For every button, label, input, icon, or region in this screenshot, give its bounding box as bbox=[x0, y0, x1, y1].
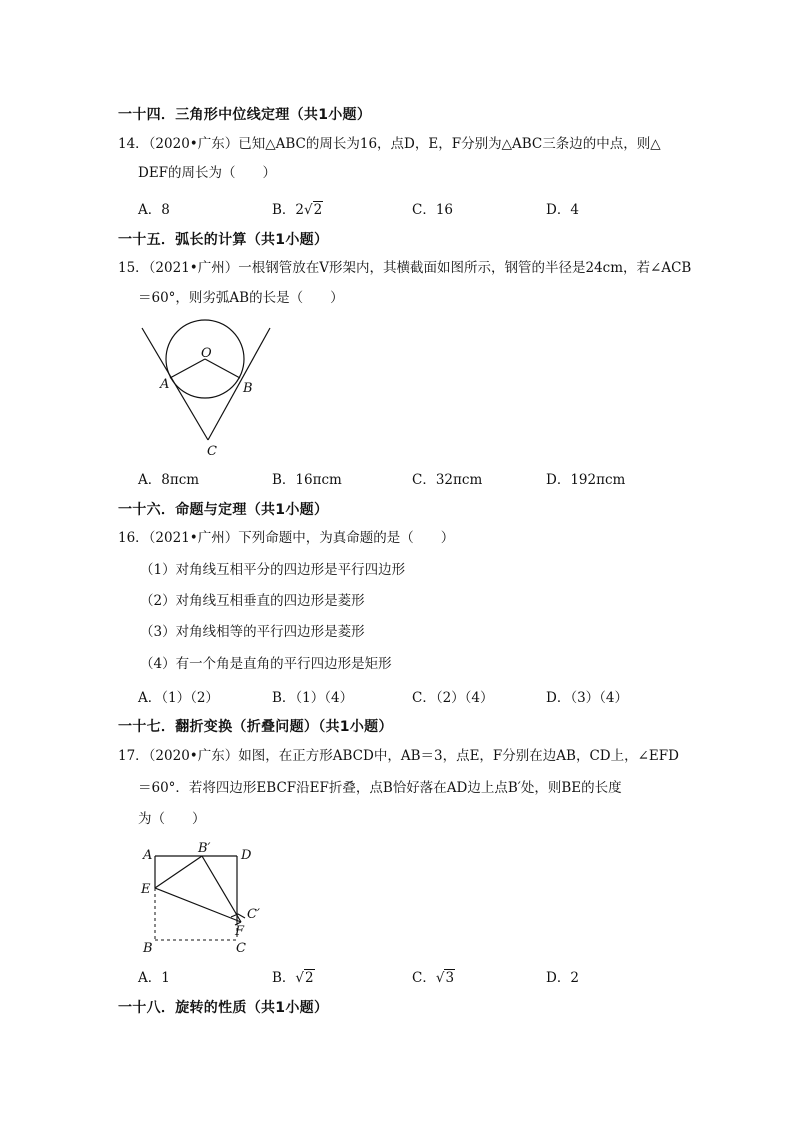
frame-right-line bbox=[208, 328, 270, 440]
q14-option-b: B．2√2 bbox=[272, 202, 323, 218]
q15-option-a: A．8πcm bbox=[138, 472, 200, 488]
q17-option-c: C．√3 bbox=[412, 970, 455, 986]
q14-option-a: A．8 bbox=[138, 202, 170, 218]
section-heading-14: 一十四．三角形中位线定理（共1小题） bbox=[118, 107, 372, 123]
question-15-line-2: ＝60°，则劣弧AB的长是（ ） bbox=[138, 290, 344, 306]
label-b: B bbox=[243, 381, 253, 396]
label-d: D bbox=[241, 848, 252, 863]
label-a: A bbox=[143, 848, 153, 863]
q17-option-d: D．2 bbox=[546, 970, 579, 986]
label-c: C bbox=[236, 941, 246, 956]
question-16-line-1: 16．（2021•广州）下列命题中，为真命题的是（ ） bbox=[118, 530, 455, 546]
label-f: F bbox=[235, 924, 245, 939]
q15-option-b: B．16πcm bbox=[272, 472, 342, 488]
question-17-line-3: 为（ ） bbox=[138, 811, 206, 827]
q16-option-c: C．（2）（4） bbox=[412, 690, 494, 706]
label-o: O bbox=[201, 346, 212, 361]
fold-eb-prime bbox=[155, 856, 202, 888]
q16-statement-2: （2）对角线互相垂直的四边形是菱形 bbox=[140, 593, 365, 609]
q15-option-d: D．192πcm bbox=[546, 472, 626, 488]
fold-line-ef bbox=[155, 888, 241, 922]
square-fold-figure bbox=[135, 838, 275, 960]
q16-statement-3: （3）对角线相等的平行四边形是菱形 bbox=[140, 624, 365, 640]
q16-option-d: D．（3）（4） bbox=[546, 690, 629, 706]
section-heading-15: 一十五．弧长的计算（共1小题） bbox=[118, 232, 329, 248]
radius-ob bbox=[205, 359, 240, 378]
sqrt-symbol: √2 bbox=[304, 202, 323, 218]
q16-option-b: B．（1）（4） bbox=[272, 690, 354, 706]
frame-left-line bbox=[142, 328, 208, 440]
q16-statement-4: （4）有一个角是直角的平行四边形是矩形 bbox=[140, 656, 392, 672]
v-frame-circle-figure bbox=[130, 312, 290, 462]
section-heading-18: 一十八．旋转的性质（共1小题） bbox=[118, 1000, 329, 1016]
question-17-line-1: 17．（2020•广东）如图，在正方形ABCD中，AB＝3，点E，F分别在边AB，CD上，∠EFD bbox=[118, 748, 679, 764]
q15-option-c: C．32πcm bbox=[412, 472, 483, 488]
question-15-line-1: 15．（2021•广州）一根钢管放在V形架内，其横截面如图所示，钢管的半径是24cm，若∠ACB bbox=[118, 260, 692, 276]
q14-option-d: D．4 bbox=[546, 202, 579, 218]
question-17-line-2: ＝60°．若将四边形EBCF沿EF折叠，点B恰好落在AD边上点B′处，则BE的长度 bbox=[138, 780, 622, 796]
section-heading-17: 一十七．翻折变换（折叠问题）（共1小题） bbox=[118, 719, 393, 735]
q14-option-c: C．16 bbox=[412, 202, 454, 218]
label-a: A bbox=[160, 377, 170, 392]
radius-oa bbox=[170, 359, 205, 378]
question-14-line-2: DEF的周长为（ ） bbox=[138, 165, 277, 181]
q17-option-a: A．1 bbox=[138, 970, 170, 986]
sqrt-symbol: √2 bbox=[295, 970, 314, 986]
fold-b-prime-c-prime bbox=[202, 856, 241, 922]
section-heading-16: 一十六．命题与定理（共1小题） bbox=[118, 502, 329, 518]
question-14-line-1: 14．（2020•广东）已知△ABC的周长为16，点D，E，F分别为△ABC三条边的中点，则△ bbox=[118, 136, 661, 152]
label-c: C bbox=[207, 444, 217, 459]
sqrt-symbol: √3 bbox=[435, 970, 455, 986]
q17-option-b: B．√2 bbox=[272, 970, 314, 986]
label-b-prime: B′ bbox=[198, 841, 211, 856]
label-c-prime: C′ bbox=[247, 907, 260, 922]
q16-statement-1: （1）对角线互相平分的四边形是平行四边形 bbox=[140, 562, 406, 578]
q16-option-a: A．（1）（2） bbox=[138, 690, 219, 706]
label-b: B bbox=[143, 941, 153, 956]
label-e: E bbox=[141, 882, 151, 897]
